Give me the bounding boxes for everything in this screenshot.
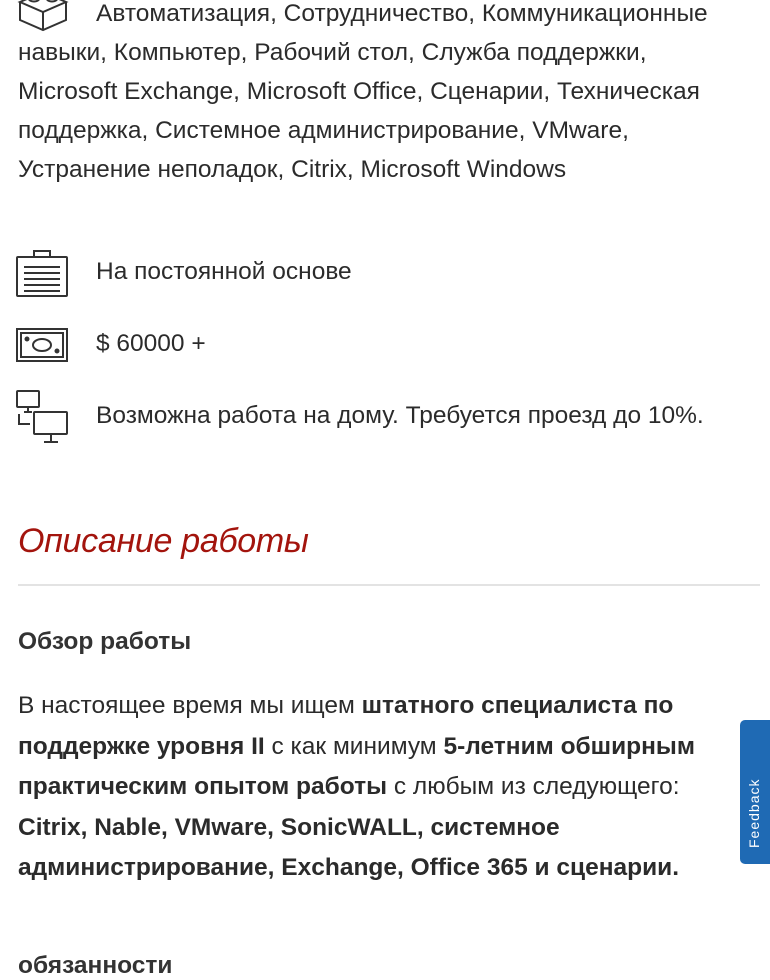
overview-text-bold: 5-летним обширным практическим опытом работы [18,732,695,800]
section-divider [18,584,760,586]
employment-type: На постоянной основе [96,258,352,285]
feedback-label: Feedback [746,778,762,848]
skills-text: Автоматизация, Сотрудничество, Коммуникационные навыки, Компьютер, Рабочий стол, Служба поддержки, Microsoft Exchange, Microsoft Office, Сценарии, Техническая поддержка, Системное администрирование, VMware, Устранение неполадок, Citrix, Microsoft Windows [18,0,708,183]
remote-work-text: Возможна работа на дому. Требуется проезд до 10%. [96,402,704,429]
overview-text-plain: с любым из следующего: [387,773,680,800]
overview-text-bold: Citrix, Nable, VMware, SonicWALL, системное администрирование, Exchange, Office 365 и сценарии. [18,813,680,881]
feedback-tab[interactable] [740,720,770,864]
remote-computers-icon [16,390,68,446]
money-bill-icon [16,328,68,362]
overview-paragraph [18,686,740,889]
duties-heading: обязанности [18,952,173,979]
overview-text-plain: В настоящее время мы ищем [18,692,362,719]
skills-row [0,0,760,226]
section-title: Описание работы [18,522,309,560]
overview-text-bold: штатного специалиста по поддержке уровня II [18,692,674,760]
overview-heading: Обзор работы [18,628,192,655]
salary: $ 60000 + [96,330,206,357]
document-list-icon [16,250,68,298]
overview-text-plain: с как минимум [264,732,444,760]
